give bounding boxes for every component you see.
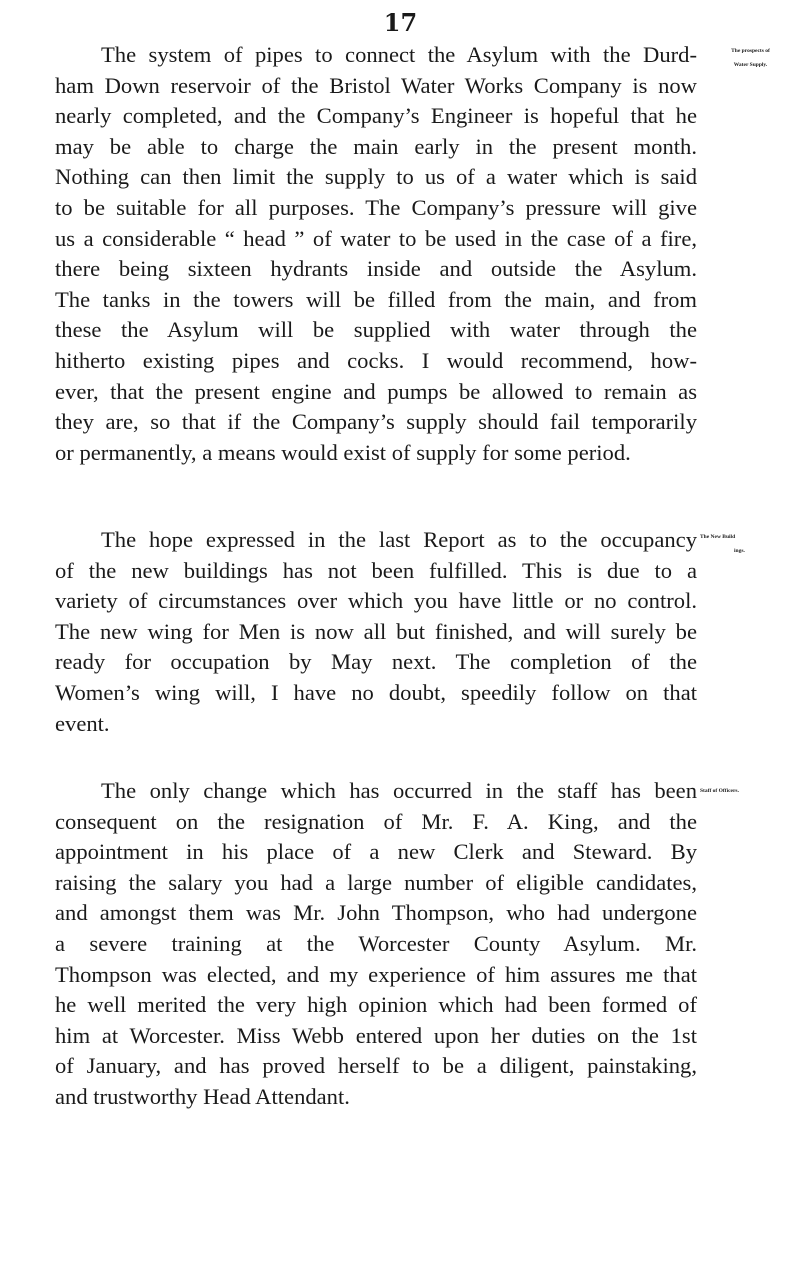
marginal-note-line: The prospects of xyxy=(731,48,770,54)
text-line: they are, so that if the Company’s supply should fail temporarily xyxy=(55,409,697,435)
text-line: The system of pipes to connect the Asylum with the Durd- xyxy=(101,42,697,67)
text-line: and amongst them was Mr. John Thompson, who had undergone xyxy=(55,900,697,926)
text-line: a severe training at the Worcester County Asylum. Mr. xyxy=(55,930,697,956)
text-line: event. xyxy=(55,710,110,736)
text-line: raising the salary you had a large number of eligible candidates, xyxy=(55,869,697,895)
text-line: or permanently, a means would exist of supply for some period. xyxy=(55,439,631,465)
text-line: nearly completed, and the Company’s Engineer is hopeful that he xyxy=(55,103,697,129)
text-line: of the new buildings has not been fulfilled. This is due to a xyxy=(55,557,697,583)
text-line: The only change which has occurred in the staff has been xyxy=(101,778,697,803)
text-line: us a considerable “ head ” of water to be used in the case of a fire, xyxy=(55,225,697,251)
text-line: appointment in his place of a new Clerk and Steward. By xyxy=(55,839,697,865)
text-line: Thompson was elected, and my experience of him assures me that xyxy=(55,961,697,987)
marginal-note-staff xyxy=(700,784,801,798)
text-line: ever, that the present engine and pumps be allowed to remain as xyxy=(55,378,697,404)
text-line: The hope expressed in the last Report as to the occupancy xyxy=(101,527,697,552)
marginal-note-line: Water Supply. xyxy=(733,62,768,68)
text-line: these the Asylum will be supplied with water through the xyxy=(55,317,697,343)
text-line: The new wing for Men is now all but finished, and will surely be xyxy=(55,618,697,644)
paragraph-water-supply xyxy=(55,40,697,468)
marginal-note-line: Staff of Officers. xyxy=(700,788,739,794)
text-line: of January, and has proved herself to be a diligent, painstaking, xyxy=(55,1053,697,1079)
paragraph-staff xyxy=(55,776,697,1113)
text-line: consequent on the resignation of Mr. F. A. King, and the xyxy=(55,808,697,834)
marginal-note-new-buildings xyxy=(700,530,801,558)
text-line: Nothing can then limit the supply to us of a water which is said xyxy=(55,164,697,190)
marginal-note-line: The New Build xyxy=(700,534,736,540)
text-line: he well merited the very high opinion which had been formed of xyxy=(55,992,697,1018)
text-line: ready for occupation by May next. The completion of the xyxy=(55,649,697,675)
text-line: Women’s wing will, I have no doubt, speedily follow on that xyxy=(55,679,697,705)
text-line: ham Down reservoir of the Bristol Water Works Company is now xyxy=(55,72,697,98)
marginal-note-water-supply xyxy=(700,44,801,72)
page-number: 17 xyxy=(383,8,418,37)
text-line: there being sixteen hydrants inside and outside the Asylum. xyxy=(55,256,697,282)
text-line: hitherto existing pipes and cocks. I would recommend, how- xyxy=(55,347,697,373)
text-line: variety of circumstances over which you have little or no control. xyxy=(55,588,697,614)
marginal-note-line: ings. xyxy=(734,548,745,554)
paragraph-new-buildings xyxy=(55,525,697,739)
text-line: to be suitable for all purposes. The Company’s pressure will give xyxy=(55,194,697,220)
text-line: may be able to charge the main early in the present month. xyxy=(55,133,697,159)
text-line: and trustworthy Head Attendant. xyxy=(55,1083,350,1109)
text-line: him at Worcester. Miss Webb entered upon her duties on the 1st xyxy=(55,1022,697,1048)
text-line: The tanks in the towers will be filled from the main, and from xyxy=(55,286,697,312)
